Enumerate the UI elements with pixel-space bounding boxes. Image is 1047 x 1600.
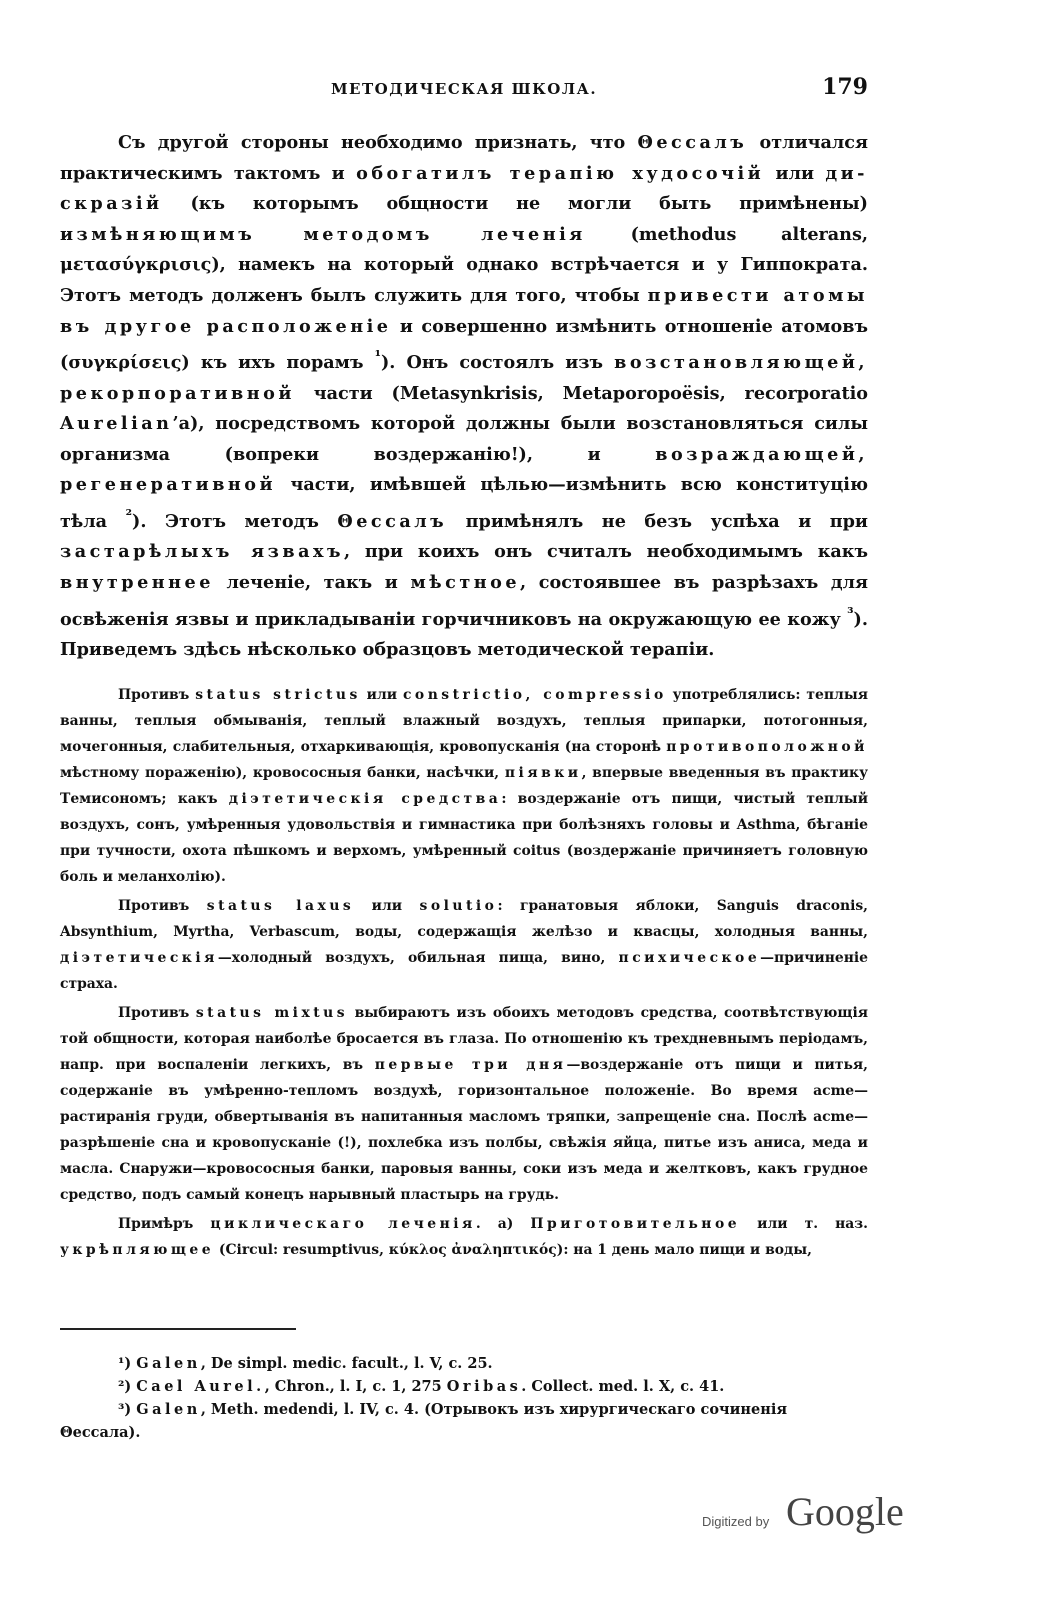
text-run: ). Приведемъ здѣсь нѣсколько образцовъ методической терапіи. <box>60 608 868 661</box>
spaced-term: привести атомы въ другое расположеніе <box>60 284 868 337</box>
text-run: отличался практическимъ тактомъ и <box>60 132 869 184</box>
spaced-term: Θессалъ <box>337 510 448 532</box>
text-run: (methodus alterans, μετασύγκρισις), намекъ на который однако встрѣчается и у Гиппократа. Этотъ методъ долженъ былъ служить для того, чтобы <box>60 223 869 306</box>
status-strictus-paragraph <box>60 682 868 890</box>
text-run: или <box>764 162 826 184</box>
text-run: —воздержаніе отъ пищи и питья, содержаніе въ умѣренно-тепломъ воздухѣ, горизонтальное положеніе. Во время acme—растиранія груди, обвертыванія въ напитанныя масломъ тряпки, запрещеніе сна. Послѣ acme—разрѣшеніе сна и кровопусканіе (!), похлебка изъ полбы, свѣжія яйца, питье изъ аниса, меда и масла. Снаружи—кровососныя банки, паровыя ванны, соки изъ меда и желтковъ, какъ грудное средство, подъ самый конецъ нарывный пластырь на грудь. <box>60 1057 868 1203</box>
spaced-term: status laxus <box>206 898 355 914</box>
spaced-term: возраждающей, регенеративной <box>60 443 868 496</box>
text-run: Противъ <box>118 1005 196 1021</box>
footnote-marker: ¹) <box>118 1355 137 1372</box>
spaced-term: діэтетическія средства <box>228 791 502 807</box>
footnote-author: Oribas <box>446 1378 522 1395</box>
text-run: ). Онъ состоялъ изъ <box>380 352 615 374</box>
text-run: мѣстному пораженію), кровососныя банки, насѣчки, <box>60 765 505 781</box>
spaced-term: Θессалъ <box>637 132 748 153</box>
text-run: леченіе, такъ и <box>213 572 411 594</box>
spaced-term: измѣняющимъ методомъ леченія <box>60 223 586 245</box>
spaced-term: укрѣпляющее <box>60 1242 215 1258</box>
text-run: —причиненіе страха. <box>60 950 868 992</box>
spaced-term: застарѣлыхъ язвахъ <box>60 541 344 563</box>
spaced-term: Приготовительное <box>530 1216 741 1232</box>
spaced-term: constrictio, compressio <box>402 687 667 703</box>
status-laxus-paragraph <box>60 893 868 997</box>
text-run: или <box>354 898 420 914</box>
status-mixtus-paragraph <box>60 1000 868 1208</box>
text-run: Противъ <box>118 687 196 703</box>
text-run: Примѣръ <box>118 1216 211 1232</box>
spaced-term: діэтетическія <box>60 950 218 966</box>
spaced-term: status mixtus <box>195 1005 349 1021</box>
text-run: ’a), посредствомъ которой должны были возстановляться силы организма (вопреки воздержанію!), и <box>60 413 868 465</box>
spaced-term: возстановляющей, рекорпоративной <box>60 352 868 404</box>
text-run: : гранатовыя яблоки, Sanguis draconis, Absynthium, Myrtha, Verbascum, воды, содержащія желѣзо и квасцы, холодныя ванны, <box>60 898 869 940</box>
footnote-text: , Meth. medendi, l. IV, c. 4. (Отрывокъ изъ хирургическаго сочиненія Θессала). <box>60 1401 788 1441</box>
digitized-by-google-watermark <box>702 1482 917 1542</box>
footnote-text: , De simpl. medic. facult., l. V, c. 25. <box>200 1355 493 1372</box>
text-run: выбираютъ изъ обоихъ методовъ средства, соотвѣтствующія той общности, которая наиболѣе бросается въ глаза. По отношенію къ трехдневнымъ періодамъ, напр. при воспаленіи легкихъ, въ <box>60 1005 868 1073</box>
text-run: части (Metasynkrisis, Metaporopoësis, recorporatio <box>294 382 868 404</box>
google-logo: Google <box>786 1489 904 1534</box>
footnote-ref: ¹ <box>374 348 381 366</box>
text-run: или т. наз. <box>740 1216 868 1232</box>
footnote-divider <box>60 1328 296 1330</box>
text-run: Съ другой стороны необходимо признать, что <box>118 132 638 153</box>
spaced-term: мѣстное <box>410 572 521 594</box>
footnote-marker: ³) <box>118 1401 137 1418</box>
spaced-term: психическое <box>618 950 761 966</box>
page-header <box>60 72 868 108</box>
spaced-term: первые три дня <box>374 1057 567 1073</box>
text-run: , состоявшее въ разрѣзахъ для освѣженія язвы и прикладываніи горчичниковъ на окружающую ее кожу <box>60 572 868 630</box>
text-run: употреблялись: теплыя ванны, теплыя обмыванія, теплый влажный воздухъ, теплыя припарки, потогонныя, мочегонныя, слабительныя, отхаркивающія, кровопусканія (на сторонѣ <box>60 687 868 755</box>
footnote-author: Galen <box>136 1355 201 1372</box>
footnote-author: Galen <box>136 1401 201 1418</box>
text-run: ). Этотъ методъ <box>132 510 338 532</box>
spaced-term: status strictus <box>195 687 361 703</box>
text-run: , при коихъ онъ считалъ необходимымъ какъ <box>343 541 868 563</box>
text-run: —холодный воздухъ, обильная пища, вино, <box>217 950 619 966</box>
text-run: и совершенно измѣнить отношеніе атомовъ (συγκρίσεις) къ ихъ порамъ <box>60 315 869 374</box>
text-run: примѣнялъ не безъ успѣха и при <box>447 510 868 532</box>
footnote-text: . Collect. med. l. X, c. 41. <box>521 1378 725 1395</box>
footnote-text: , Chron., l. I, c. 1, 275 <box>264 1378 447 1395</box>
text-run: части, имѣвшей цѣлью—измѣнить всю конституцію тѣла <box>60 474 868 532</box>
page-number: 179 <box>822 74 868 100</box>
footnotes <box>60 1352 868 1444</box>
text-run: : воздержаніе отъ пищи, чистый теплый воздухъ, сонъ, умѣренныя удовольствія и гимнастика при болѣзняхъ головы и Asthma, бѣганіе при тучности, охота пѣшкомъ и верхомъ, умѣренный coitus (воздержаніе причиняетъ головную боль и меланхолію). <box>60 791 869 885</box>
spaced-term: внутреннее <box>60 572 214 594</box>
spaced-term: solutio <box>419 898 498 914</box>
footnote-marker: ²) <box>118 1378 137 1395</box>
small-print-section <box>60 682 868 1266</box>
text-run: . a) <box>475 1216 531 1232</box>
text-run: (Circul: resumptivus, κύκλος ἀναληπτικός): на 1 день мало пищи и воды, <box>214 1242 812 1258</box>
cyclic-treatment-paragraph <box>60 1211 868 1263</box>
main-text <box>60 128 868 666</box>
text-run: , впервые введенныя въ практику Темисономъ; какъ <box>60 765 868 807</box>
text-run: (къ которымъ общности не могли быть примѣнены) <box>162 193 868 215</box>
footnote-author: Cael Aurel. <box>136 1378 265 1395</box>
footnote-ref: ³ <box>847 604 854 622</box>
spaced-term: циклическаго леченія <box>210 1216 476 1232</box>
spaced-term: противоположной <box>666 739 868 755</box>
spaced-term: ди-скразій <box>60 162 868 215</box>
footnote-2 <box>60 1375 868 1398</box>
spaced-term: Aurelian <box>60 413 173 435</box>
text-run: Противъ <box>118 898 207 914</box>
text-run: или <box>360 687 403 703</box>
spaced-term: обогатилъ терапію худосочій <box>356 162 765 184</box>
running-head: МЕТОДИЧЕСКАЯ ШКОЛА. <box>330 80 598 98</box>
footnote-1 <box>60 1352 868 1375</box>
footnote-3 <box>60 1398 868 1444</box>
digitized-label: Digitized by <box>702 1514 770 1529</box>
main-paragraph <box>60 128 868 666</box>
footnote-ref: ² <box>125 506 133 524</box>
spaced-term: піявки <box>504 765 582 781</box>
